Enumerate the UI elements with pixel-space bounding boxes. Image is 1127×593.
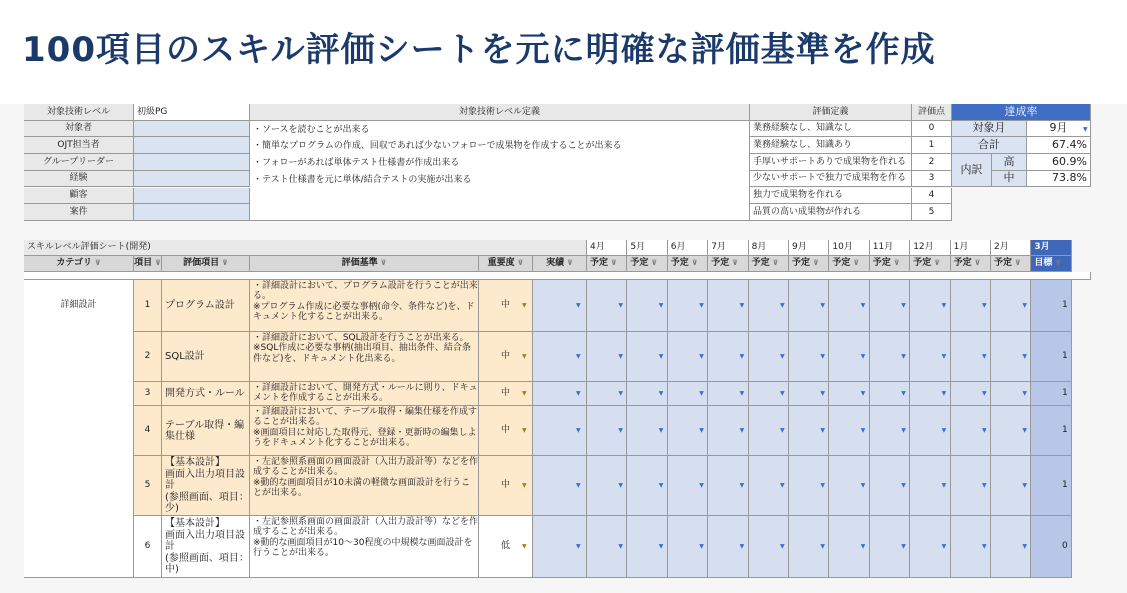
planned-dropdown-icon[interactable]: ▼ — [901, 353, 906, 360]
planned-dropdown-icon[interactable]: ▼ — [780, 482, 785, 489]
importance-dropdown-icon[interactable]: ▼ — [522, 482, 527, 489]
category-cell — [24, 280, 134, 578]
planned-dropdown-icon[interactable]: ▼ — [820, 427, 826, 434]
category-value: 詳細設計 — [60, 300, 97, 310]
level-value: 初級PG — [134, 104, 250, 121]
filter-icon[interactable]: ⊽ — [813, 259, 819, 268]
planned-dropdown-icon[interactable]: ▼ — [780, 302, 785, 309]
month-header: 3月 — [1031, 240, 1071, 256]
planned-dropdown-icon[interactable]: ▼ — [739, 543, 745, 550]
importance-select[interactable]: 中 — [479, 382, 533, 406]
filter-icon[interactable]: ⊽ — [651, 259, 658, 268]
filter-icon[interactable]: ⊽ — [567, 259, 573, 268]
actual-dropdown-icon[interactable]: ▼ — [576, 353, 581, 360]
planned-dropdown-icon[interactable]: ▼ — [982, 302, 987, 309]
planned-dropdown-icon[interactable]: ▼ — [982, 543, 987, 550]
item-number: 3 — [134, 382, 162, 406]
column-header-item[interactable]: 評価項目 ⊽ — [162, 256, 250, 272]
target-month-dropdown-icon[interactable]: ▼ — [1083, 125, 1088, 133]
info-label: 対象者 — [24, 121, 134, 138]
item-name: プログラム設計 — [162, 280, 250, 332]
definition-box — [250, 121, 750, 221]
criteria-text: ・詳細設計において、プログラム設計を行うことが出来る。 ※プログラム作成に必要な事柄(命令、条件など)を、ドキュメント化することが出来る。 — [250, 280, 479, 332]
month-header: 11月 — [870, 240, 910, 256]
month-header: 7月 — [708, 240, 748, 256]
planned-dropdown-icon[interactable]: ▼ — [699, 353, 704, 360]
target-value: 1 — [1031, 406, 1071, 456]
planned-dropdown-icon[interactable]: ▼ — [901, 543, 906, 550]
planned-dropdown-icon[interactable]: ▼ — [739, 427, 745, 434]
planned-dropdown-icon[interactable]: ▼ — [739, 390, 745, 397]
planned-dropdown-icon[interactable]: ▼ — [860, 390, 866, 397]
column-header-importance[interactable]: 重要度 ⊽ — [479, 256, 533, 272]
planned-dropdown-icon[interactable]: ▼ — [1022, 353, 1028, 360]
planned-dropdown-icon[interactable]: ▼ — [941, 543, 947, 550]
month-header: 12月 — [910, 240, 950, 256]
info-input[interactable] — [134, 121, 250, 138]
actual-dropdown-icon[interactable]: ▼ — [576, 390, 581, 397]
eval-point: 0 — [912, 121, 952, 138]
planned-dropdown-icon[interactable]: ▼ — [982, 390, 987, 397]
planned-dropdown-icon[interactable]: ▼ — [780, 390, 785, 397]
planned-dropdown-icon[interactable]: ▼ — [658, 482, 664, 489]
info-input[interactable] — [134, 204, 250, 221]
filter-icon[interactable]: ⊽ — [934, 259, 940, 268]
high-value: 60.9% — [1027, 154, 1091, 171]
planned-dropdown-icon[interactable]: ▼ — [820, 543, 826, 550]
planned-dropdown-icon[interactable]: ▼ — [820, 390, 826, 397]
planned-dropdown-icon[interactable]: ▼ — [699, 427, 704, 434]
definition-line: ・簡単なプログラムの作成、回収であれば少ないフォローで成果物を作成することが出来る — [253, 141, 622, 152]
total-label: 合計 — [952, 137, 1027, 154]
column-header-planned[interactable]: 予定 ⊽ — [627, 256, 667, 272]
target-value: 1 — [1031, 456, 1071, 516]
column-header-target[interactable]: 目標 ⊽ — [1031, 256, 1071, 272]
importance-select[interactable]: 中 — [479, 332, 533, 382]
filter-icon[interactable]: ⊽ — [1015, 259, 1021, 268]
target-value: 0 — [1031, 516, 1071, 578]
planned-dropdown-icon[interactable]: ▼ — [1022, 543, 1028, 550]
eval-def-text: 業務経験なし、知識なし — [750, 121, 912, 138]
planned-dropdown-icon[interactable]: ▼ — [901, 427, 906, 434]
planned-dropdown-icon[interactable]: ▼ — [618, 390, 624, 397]
item-number: 1 — [134, 280, 162, 332]
planned-dropdown-icon[interactable]: ▼ — [658, 390, 664, 397]
planned-dropdown-icon[interactable]: ▼ — [901, 390, 906, 397]
filter-icon[interactable]: ⊽ — [517, 259, 524, 268]
item-name: SQL設計 — [162, 332, 250, 382]
column-header-planned[interactable]: 予定 ⊽ — [951, 256, 991, 272]
spacer-row — [24, 272, 1091, 280]
planned-dropdown-icon[interactable]: ▼ — [618, 543, 624, 550]
filter-icon[interactable]: ⊽ — [732, 259, 738, 268]
target-month-select[interactable]: 9月 — [1027, 121, 1091, 138]
column-header-planned[interactable]: 予定 ⊽ — [789, 256, 829, 272]
planned-dropdown-icon[interactable]: ▼ — [658, 353, 664, 360]
month-header: 4月 — [587, 240, 627, 256]
eval-def-text: 業務経験なし、知識あり — [750, 137, 912, 154]
criteria-text: ・詳細設計において、開発方式・ルールに則り、ドキュメントを作成することが出来る。 — [250, 382, 479, 406]
column-header-planned[interactable]: 予定 ⊽ — [668, 256, 708, 272]
definition-line: ・テスト仕様書を元に単体/結合テストの実施が出来る — [253, 174, 472, 185]
planned-dropdown-icon[interactable]: ▼ — [860, 427, 866, 434]
item-name: 【基本設計】 画面入出力項目設計 (参照画面、項目：中) — [162, 516, 250, 578]
item-number: 5 — [134, 456, 162, 516]
info-label: 顧客 — [24, 188, 134, 205]
achievement-header: 達成率 — [952, 104, 1091, 121]
eval-def-header: 評価定義 — [750, 104, 912, 121]
actual-dropdown-icon[interactable]: ▼ — [576, 543, 581, 550]
eval-def-text: 少ないサポートで独力で成果物を作る — [750, 171, 912, 188]
month-header: 6月 — [668, 240, 708, 256]
spreadsheet — [0, 104, 1127, 593]
info-input[interactable] — [134, 188, 250, 205]
page-title: 100項目のスキル評価シートを元に明確な評価基準を作成 — [22, 30, 936, 70]
actual-dropdown-icon[interactable]: ▼ — [576, 482, 581, 489]
month-header: 1月 — [951, 240, 991, 256]
column-header-planned[interactable]: 予定 ⊽ — [870, 256, 910, 272]
planned-dropdown-icon[interactable]: ▼ — [860, 353, 866, 360]
column-header-planned[interactable]: 予定 ⊽ — [708, 256, 748, 272]
column-header-criteria[interactable]: 評価基準 ⊽ — [250, 256, 479, 272]
filter-icon[interactable]: ⊽ — [155, 259, 161, 268]
filter-icon[interactable]: ⊽ — [222, 259, 228, 268]
info-input[interactable] — [134, 171, 250, 188]
filter-icon[interactable]: ⊽ — [380, 259, 387, 268]
planned-dropdown-icon[interactable]: ▼ — [860, 482, 866, 489]
eval-def-text: 手厚いサポートありで成果物を作れる — [750, 154, 912, 171]
item-number: 4 — [134, 406, 162, 456]
planned-dropdown-icon[interactable]: ▼ — [658, 427, 664, 434]
criteria-text: ・左記参照系画面の画面設計（入出力設計等）などを作成することが出来る。 ※動的な画面項目が10未満の軽微な画面設計を行うことが出来る。 — [250, 456, 479, 516]
column-header-planned[interactable]: 予定 ⊽ — [829, 256, 869, 272]
column-header-planned[interactable]: 予定 ⊽ — [910, 256, 950, 272]
column-header-no[interactable]: 項目 ⊽ — [134, 256, 162, 272]
month-header: 10月 — [829, 240, 869, 256]
planned-dropdown-icon[interactable]: ▼ — [901, 482, 906, 489]
info-input[interactable] — [134, 154, 250, 171]
eval-def-text: 独力で成果物を作れる — [750, 188, 912, 205]
info-label: 案件 — [24, 204, 134, 221]
breakdown-label: 内訳 — [952, 154, 992, 187]
info-label: 対象技術レベル — [24, 104, 134, 121]
planned-dropdown-icon[interactable]: ▼ — [618, 353, 624, 360]
column-header-category[interactable]: カテゴリ ⊽ — [24, 256, 134, 272]
planned-dropdown-icon[interactable]: ▼ — [1022, 482, 1028, 489]
criteria-text: ・詳細設計において、テーブル取得・編集仕様を作成することが出来る。 ※画面項目に対応した取得元、登録・更新時の編集しようをドキュメント化することが出来る。 — [250, 406, 479, 456]
definition-line: ・ソースを読むことが出来る — [253, 124, 370, 135]
column-header-planned[interactable]: 予定 ⊽ — [991, 256, 1031, 272]
mid-label: 中 — [992, 171, 1027, 188]
filter-icon[interactable]: ⊽ — [772, 259, 779, 268]
importance-dropdown-icon[interactable]: ▼ — [522, 427, 527, 434]
filter-icon[interactable]: ⊽ — [853, 259, 860, 268]
actual-dropdown-icon[interactable]: ▼ — [576, 302, 581, 309]
filter-icon[interactable]: ⊽ — [1055, 259, 1062, 268]
eval-def-text: 品質の高い成果物が作れる — [750, 204, 912, 221]
eval-point: 4 — [912, 188, 952, 205]
filter-icon[interactable]: ⊽ — [691, 259, 698, 268]
eval-point-header: 評価点 — [912, 104, 952, 121]
mid-value: 73.8% — [1027, 171, 1091, 188]
planned-dropdown-icon[interactable]: ▼ — [982, 427, 987, 434]
planned-dropdown-icon[interactable]: ▼ — [1022, 427, 1028, 434]
planned-dropdown-icon[interactable]: ▼ — [658, 543, 664, 550]
planned-dropdown-icon[interactable]: ▼ — [780, 543, 785, 550]
planned-dropdown-icon[interactable]: ▼ — [1022, 390, 1028, 397]
importance-dropdown-icon[interactable]: ▼ — [522, 390, 527, 397]
item-number: 6 — [134, 516, 162, 578]
target-value: 1 — [1031, 382, 1071, 406]
column-header-actual[interactable]: 実績 ⊽ — [533, 256, 587, 272]
planned-dropdown-icon[interactable]: ▼ — [982, 353, 987, 360]
eval-point: 3 — [912, 171, 952, 188]
item-name: 【基本設計】 画面入出力項目設計 (参照画面、項目：少) — [162, 456, 250, 516]
criteria-text: ・詳細設計において、SQL設計を行うことが出来る。 ※SQL作成に必要な事柄(抽出項目、抽出条件、結合条件など)を、ドキュメント化出来る。 — [250, 332, 479, 382]
importance-select[interactable]: 中 — [479, 406, 533, 456]
column-header-planned[interactable]: 予定 ⊽ — [587, 256, 627, 272]
sheet-name: スキルレベル評価シート(開発) — [24, 240, 587, 256]
month-header: 8月 — [749, 240, 789, 256]
month-header: 5月 — [627, 240, 667, 256]
planned-dropdown-icon[interactable]: ▼ — [618, 427, 624, 434]
planned-dropdown-icon[interactable]: ▼ — [982, 482, 987, 489]
month-header: 2月 — [991, 240, 1031, 256]
eval-point: 2 — [912, 154, 952, 171]
importance-dropdown-icon[interactable]: ▼ — [522, 353, 527, 360]
importance-select[interactable]: 中 — [479, 456, 533, 516]
planned-dropdown-icon[interactable]: ▼ — [860, 543, 866, 550]
month-header: 9月 — [789, 240, 829, 256]
total-value: 67.4% — [1027, 137, 1091, 154]
filter-icon[interactable]: ⊽ — [611, 259, 617, 268]
planned-dropdown-icon[interactable]: ▼ — [780, 353, 785, 360]
importance-select[interactable]: 中 — [479, 280, 533, 332]
planned-dropdown-icon[interactable]: ▼ — [699, 482, 704, 489]
item-number: 2 — [134, 332, 162, 382]
planned-dropdown-icon[interactable]: ▼ — [618, 482, 624, 489]
info-label: 経験 — [24, 171, 134, 188]
importance-dropdown-icon[interactable]: ▼ — [522, 543, 527, 550]
target-month-label: 対象月 — [952, 121, 1027, 138]
criteria-text: ・左記参照系画面の画面設計（入出力設計等）などを作成することが出来る。 ※動的な画面項目が10〜30程度の中規模な画面設計を行うことが出来る。 — [250, 516, 479, 578]
planned-dropdown-icon[interactable]: ▼ — [820, 482, 826, 489]
planned-dropdown-icon[interactable]: ▼ — [941, 427, 947, 434]
planned-dropdown-icon[interactable]: ▼ — [860, 302, 866, 309]
planned-dropdown-icon[interactable]: ▼ — [739, 353, 745, 360]
planned-dropdown-icon[interactable]: ▼ — [699, 302, 704, 309]
eval-point: 1 — [912, 137, 952, 154]
info-label: グループリーダー — [24, 154, 134, 171]
planned-dropdown-icon[interactable]: ▼ — [941, 353, 947, 360]
definition-header: 対象技術レベル定義 — [250, 104, 750, 121]
planned-dropdown-icon[interactable]: ▼ — [1022, 302, 1028, 309]
planned-dropdown-icon[interactable]: ▼ — [941, 302, 947, 309]
planned-dropdown-icon[interactable]: ▼ — [820, 353, 826, 360]
definition-line: ・フォローがあれば単体テスト仕様書が作成出来る — [253, 158, 460, 169]
importance-select[interactable]: 低 — [479, 516, 533, 578]
item-name: 開発方式・ルール — [162, 382, 250, 406]
planned-dropdown-icon[interactable]: ▼ — [941, 390, 947, 397]
planned-dropdown-icon[interactable]: ▼ — [901, 302, 906, 309]
filter-icon[interactable]: ⊽ — [893, 259, 900, 268]
filter-icon[interactable]: ⊽ — [974, 259, 981, 268]
planned-dropdown-icon[interactable]: ▼ — [820, 302, 826, 309]
importance-dropdown-icon[interactable]: ▼ — [522, 302, 527, 309]
target-value: 1 — [1031, 332, 1071, 382]
eval-point: 5 — [912, 204, 952, 221]
planned-dropdown-icon[interactable]: ▼ — [739, 302, 745, 309]
target-value: 1 — [1031, 280, 1071, 332]
item-name: テーブル取得・編集仕様 — [162, 406, 250, 456]
high-label: 高 — [992, 154, 1027, 171]
info-input[interactable] — [134, 137, 250, 154]
planned-dropdown-icon[interactable]: ▼ — [618, 302, 624, 309]
column-header-planned[interactable]: 予定 ⊽ — [749, 256, 789, 272]
planned-dropdown-icon[interactable]: ▼ — [658, 302, 664, 309]
planned-dropdown-icon[interactable]: ▼ — [699, 543, 704, 550]
actual-dropdown-icon[interactable]: ▼ — [576, 427, 581, 434]
planned-dropdown-icon[interactable]: ▼ — [941, 482, 947, 489]
planned-dropdown-icon[interactable]: ▼ — [739, 482, 745, 489]
filter-icon[interactable]: ⊽ — [94, 259, 101, 268]
info-label: OJT担当者 — [24, 137, 134, 154]
planned-dropdown-icon[interactable]: ▼ — [699, 390, 704, 397]
planned-dropdown-icon[interactable]: ▼ — [780, 427, 785, 434]
